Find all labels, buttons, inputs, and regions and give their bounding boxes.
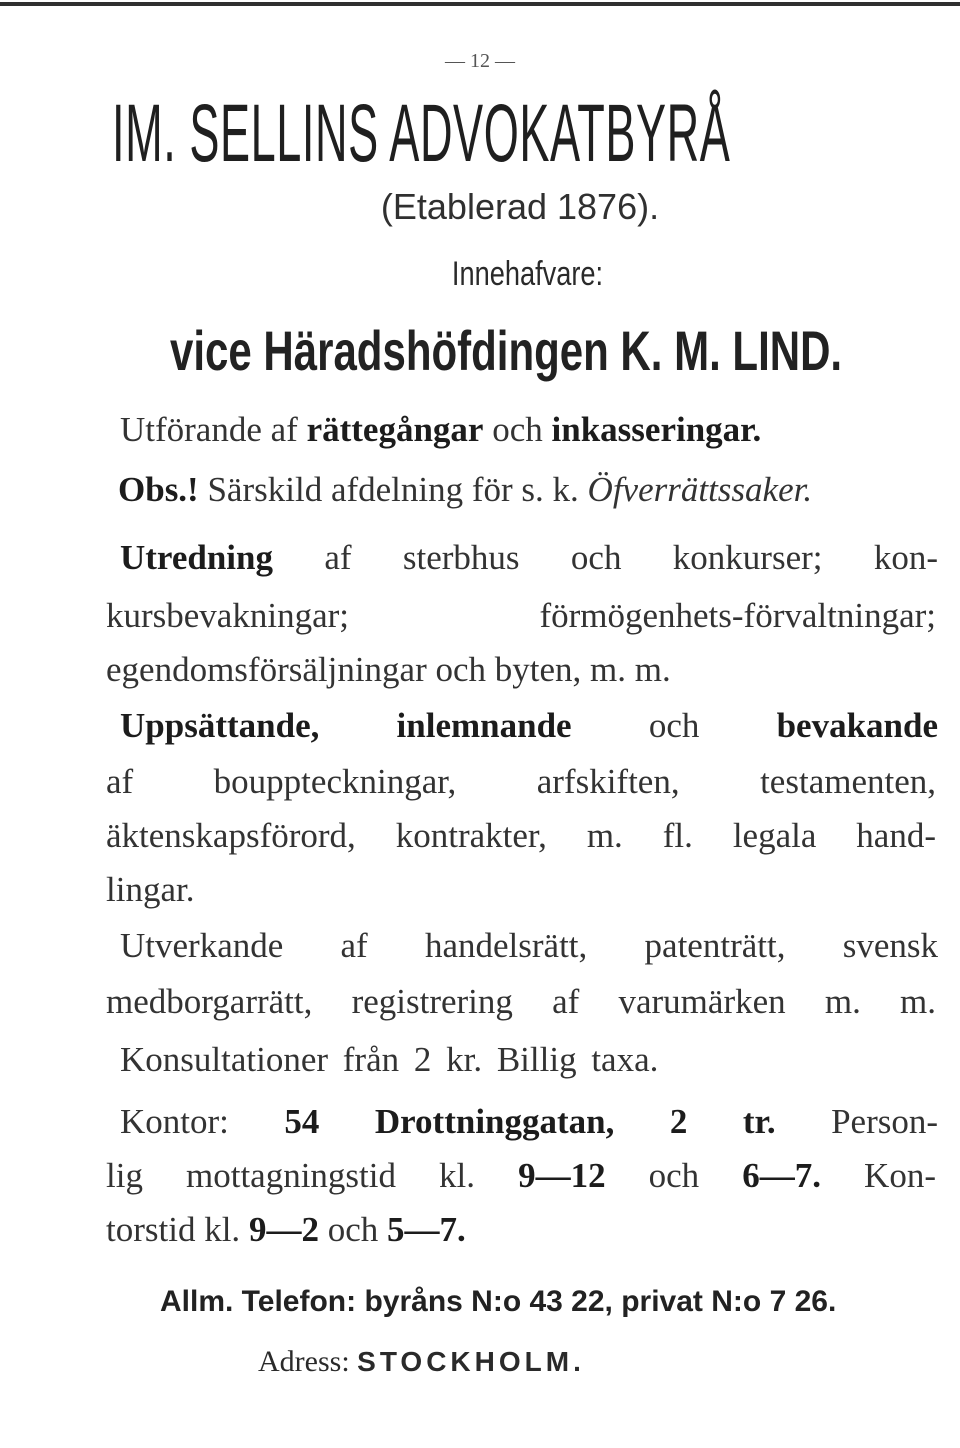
hours: 9—12 — [518, 1156, 606, 1195]
paragraph-line — [120, 706, 938, 746]
hours-line — [106, 1156, 936, 1196]
text: torstid kl. — [106, 1210, 249, 1249]
address-label: Adress: — [258, 1345, 358, 1378]
telephone-line: Allm. Telefon: byråns N:o 43 22, privat N:o 7 26. — [160, 1285, 837, 1318]
paragraph-line: kursbevakningar; förmögenhets-förvaltningar; — [106, 596, 936, 635]
text: Kontor: — [120, 1102, 285, 1141]
emphasis: rättegångar — [306, 410, 484, 449]
emphasis: Uppsättande, inlemnande — [120, 706, 572, 745]
emphasis: Öfverrättssaker. — [587, 470, 813, 509]
hours: 9—2 — [248, 1210, 319, 1249]
text: och — [571, 706, 777, 745]
text: af sterbhus och konkurser; kon- — [273, 538, 938, 577]
address-city: STOCKHOLM. — [357, 1346, 585, 1377]
owner-name: vice Häradshöfdingen K. M. LIND. — [170, 319, 843, 382]
text: Kon- — [821, 1156, 936, 1195]
paragraph-line — [120, 538, 938, 578]
services-line — [120, 410, 761, 450]
hours-line — [106, 1210, 466, 1250]
emphasis: Utredning — [120, 538, 273, 577]
obs-line — [118, 470, 812, 510]
obs-label: Obs.! — [118, 470, 199, 509]
text: och — [483, 410, 552, 449]
emphasis: bevakande — [776, 706, 938, 745]
text: och — [605, 1156, 743, 1195]
hours: 5—7. — [386, 1210, 466, 1249]
text: Person- — [775, 1102, 938, 1141]
text: lig mottagningstid kl. — [106, 1156, 519, 1195]
established-note: (Etablerad 1876). — [380, 186, 660, 227]
paragraph-line: Utverkande af handelsrätt, patenträtt, svensk — [120, 926, 938, 965]
emphasis: inkasseringar. — [551, 410, 762, 449]
text: Särskild afdelning för s. k. — [198, 470, 588, 509]
paragraph-line: Konsultationer från 2 kr. Billig taxa. — [120, 1040, 659, 1079]
paragraph-line: lingar. — [106, 870, 195, 909]
paragraph-line: egendomsförsäljningar och byten, m. m. — [106, 650, 671, 689]
page-title: IM. SELLINS ADVOKATBYRÅ — [112, 88, 731, 179]
hours: 6—7. — [742, 1156, 821, 1195]
owner-label: Innehafvare: — [451, 255, 604, 293]
office-line — [120, 1102, 938, 1142]
text: och — [318, 1210, 387, 1249]
top-rule — [0, 2, 960, 6]
office-address: 54 Drottninggatan, 2 tr. — [284, 1102, 776, 1141]
paragraph-line: äktenskapsförord, kontrakter, m. fl. legala hand- — [106, 816, 936, 855]
text: Utförande af — [120, 410, 307, 449]
paragraph-line: medborgarrätt, registrering af varumärken m. m. — [106, 982, 936, 1021]
page-number: — 12 — — [445, 50, 515, 72]
address-line — [258, 1345, 585, 1379]
paragraph-line: af bouppteckningar, arfskiften, testamenten, — [106, 762, 936, 801]
